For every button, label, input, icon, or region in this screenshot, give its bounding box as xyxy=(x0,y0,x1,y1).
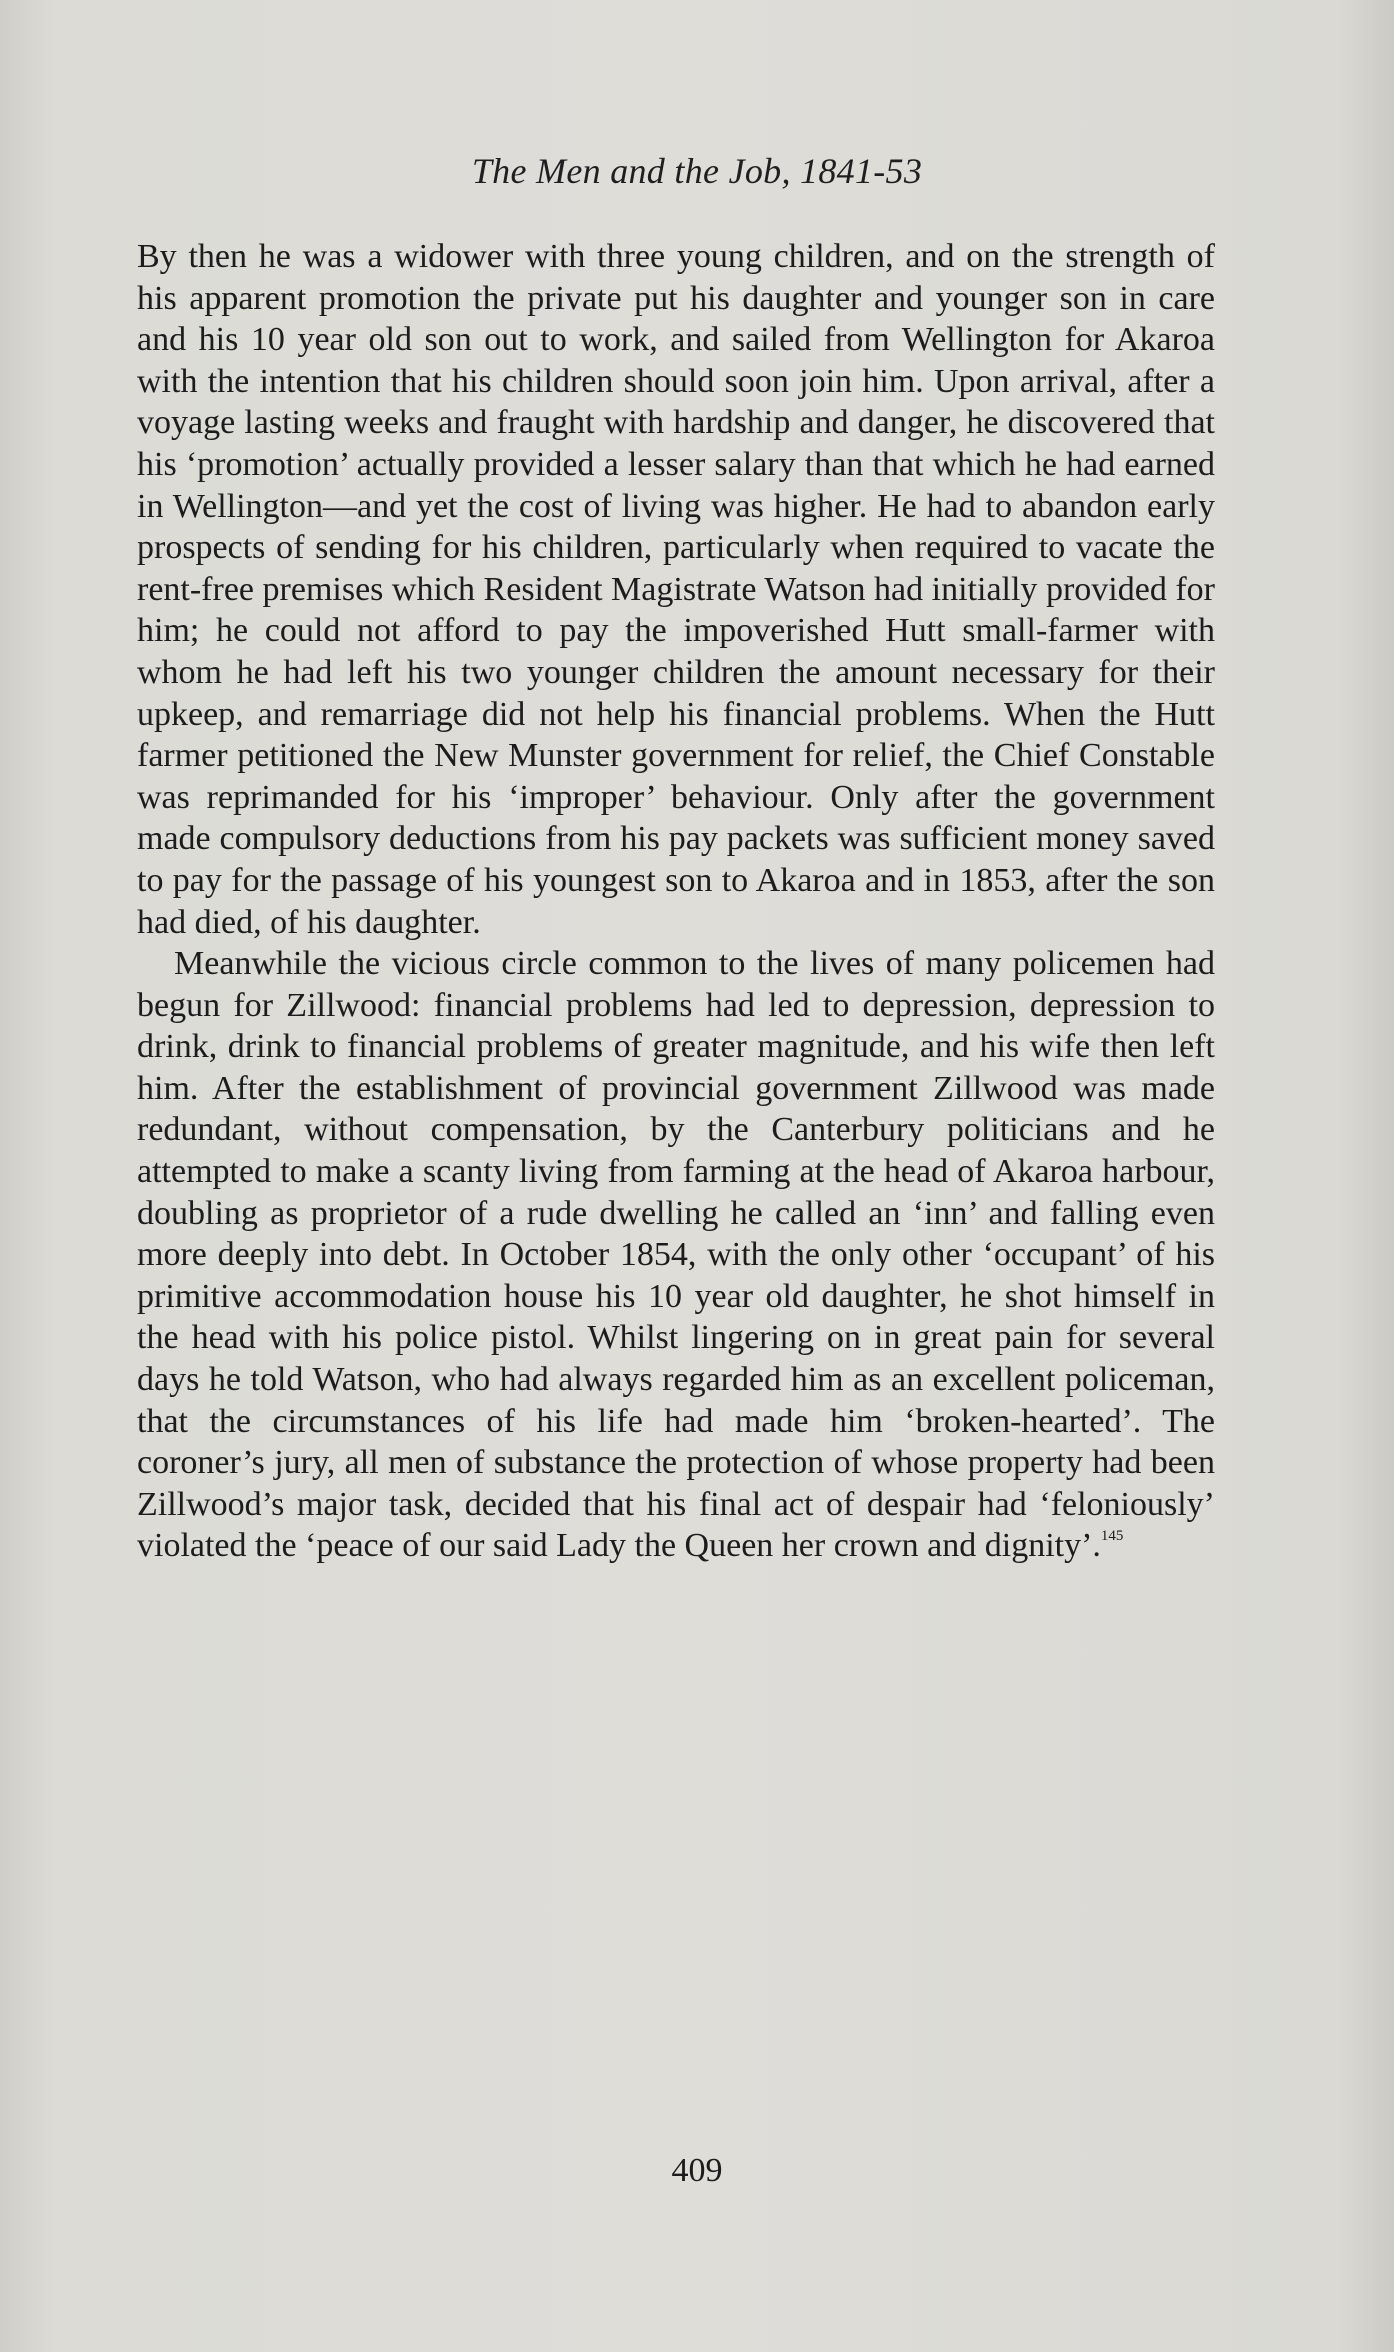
paragraph-2 xyxy=(137,943,1215,1567)
footnote-reference: 145 xyxy=(1100,1528,1124,1545)
page-number: 409 xyxy=(671,2152,723,2189)
paragraph-2-text: Meanwhile the vicious circle common to the lives of many policemen had begun for Zillwood: financial problems had led to depression, depression to drink, drink to financial problems of greater magnitude, and his wife then left him. After the establishment of provincial government Zillwood was made redundant, without compensation, by the Canterbury politicians and he attempted to make a scanty living from farming at the head of Akaroa harbour, doubling as proprietor of a rude dwelling he called an ‘inn’ and falling even more deeply into debt. In October 1854, with the only other ‘occupant’ of his primitive accommodation house his 10 year old daughter, he shot himself in the head with his police pistol. Whilst lingering on in great pain for several days he told Watson, who had always regarded him as an excellent policeman, that the circumstances of his life had made him ‘broken-hearted’. The coroner’s jury, all men of substance the protection of whose property had been Zillwood’s major task, decided that his final act of despair had ‘feloniously’ violated the ‘peace of our said Lady the Queen her crown and dignity’. xyxy=(137,945,1215,1565)
paragraph-1: By then he was a widower with three young children, and on the strength of his apparent promotion the private put his daughter and younger son in care and his 10 year old son out to work, and sailed from Wellington for Akaroa with the intention that his children should soon join him. Upon arrival, after a voyage lasting weeks and fraught with hardship and danger, he discovered that his ‘promotion’ actually provided a lesser salary than that which he had earned in Wellington—and yet the cost of living was higher. He had to abandon early prospects of sending for his children, particularly when required to vacate the rent-free premises which Resident Magistrate Watson had initially provided for him; he could not afford to pay the impoverished Hutt small-farmer with whom he had left his two younger children the amount necessary for their upkeep, and remarriage did not help his financial problems. When the Hutt farmer petitioned the New Munster government for relief, the Chief Constable was reprimanded for his ‘improper’ behaviour. Only after the government made compulsory deductions from his pay packets was sufficient money saved to pay for the passage of his youngest son to Akaroa and in 1853, after the son had died, of his daughter. xyxy=(137,238,1215,941)
body-text xyxy=(137,236,1215,1567)
running-head: The Men and the Job, 1841-53 xyxy=(471,151,923,191)
